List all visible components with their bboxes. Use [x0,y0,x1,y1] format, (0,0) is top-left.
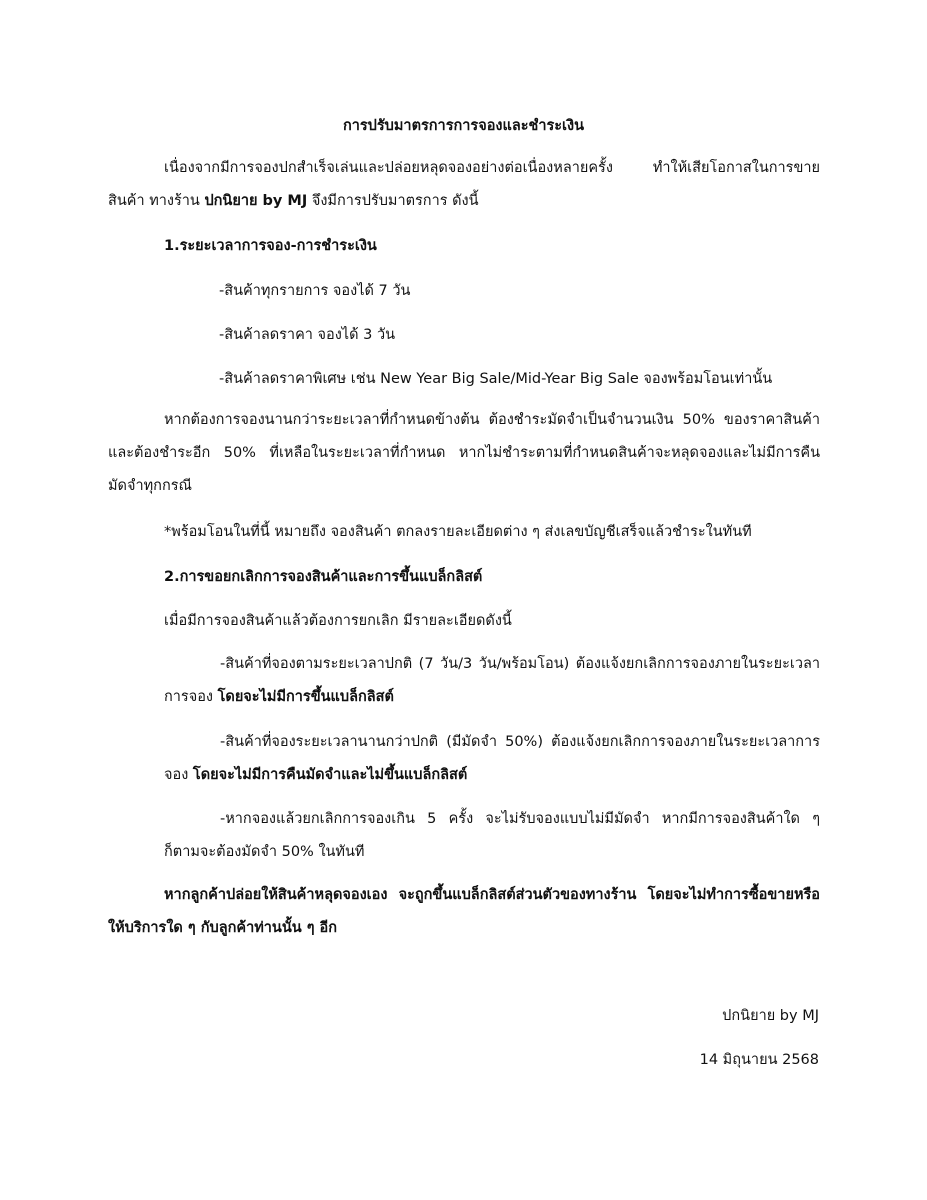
signature-date: 14 มิถุนายน 2568 [699,1052,819,1068]
cancel-item-2-bold: โดยจะไม่มีการคืนมัดจำและไม่ขึ้นแบล็กลิสต์ [192,767,468,783]
cancel-item-3: -หากจองแล้วยกเลิกการจองเกิน 5 ครั้ง จะไม่รับจองแบบไม่มีมัดจำ หากมีการจองสินค้าใด ๆ ก็ตามจะต้องมัดจำ 50% ในทันที [164,811,820,860]
intro-paragraph [108,152,820,218]
cancel-item-1: -สินค้าที่จองตามระยะเวลาปกติ (7 วัน/3 วัน/พร้อมโอน) ต้องแจ้งยกเลิกการจองภายในระยะเวลาการจอง โดยจะไม่มีการขึ้นแบล็กลิสต์ [164,656,820,705]
signature-name: ปกนิยาย by MJ [722,1008,819,1024]
instant-transfer-note: *พร้อมโอนในที่นี้ หมายถึง จองสินค้า ตกลงรายละเอียดต่าง ๆ ส่งเลขบัญชีเสร็จแล้วชำระในทันที [164,524,752,540]
section2-heading: 2.การขอยกเลิกการจองสินค้าและการขึ้นแบล็กลิสต์ [164,569,483,585]
intro-text-b: จึงมีการปรับมาตรการ ดังนี้ [307,193,479,209]
intro-text-a: เนื่องจากมีการจองปกสำเร็จเล่นและปล่อยหลุดจองอย่างต่อเนื่องหลายครั้ง ทำให้เสียโอกาสในการขายสินค้า ทางร้าน [108,160,820,209]
blacklist-warning: หากลูกค้าปล่อยให้สินค้าหลุดจองเอง จะถูกขึ้นแบล็กลิสต์ส่วนตัวของทางร้าน โดยจะไม่ทำการซื้อขายหรือให้บริการใด ๆ กับลูกค้าท่านนั้น ๆ อีก [108,887,820,936]
section1-item-3: -สินค้าลดราคาพิเศษ เช่น New Year Big Sale/Mid-Year Big Sale จองพร้อมโอนเท่านั้น [219,371,773,387]
cancel-item-2: -สินค้าที่จองระยะเวลานานกว่าปกติ (มีมัดจำ 50%) ต้องแจ้งยกเลิกการจองภายในระยะเวลาการจอง โดยจะไม่มีการคืนมัดจำและไม่ขึ้นแบล็กลิสต์ [164,734,820,783]
section1-item-2: -สินค้าลดราคา จองได้ 3 วัน [219,327,396,343]
section2-lead: เมื่อมีการจองสินค้าแล้วต้องการยกเลิก มีรายละเอียดดังนี้ [164,613,512,629]
section1-item-1: -สินค้าทุกรายการ จองได้ 7 วัน [219,283,411,299]
document-title: การปรับมาตรการการจองและชำระเงิน [342,118,585,134]
cancel-item-1-bold: โดยจะไม่มีการขึ้นแบล็กลิสต์ [217,689,394,705]
shop-name: ปกนิยาย by MJ [204,193,308,209]
section1-heading: 1.ระยะเวลาการจอง-การชำระเงิน [164,238,377,254]
deposit-paragraph: หากต้องการจองนานกว่าระยะเวลาที่กำหนดข้างต้น ต้องชำระมัดจำเป็นจำนวนเงิน 50% ของราคาสินค้าและต้องชำระอีก 50% ที่เหลือในระยะเวลาที่กำหนด หากไม่ชำระตามที่กำหนดสินค้าจะหลุดจองและไม่มีการคืนมัดจำทุกกรณี [108,412,820,494]
